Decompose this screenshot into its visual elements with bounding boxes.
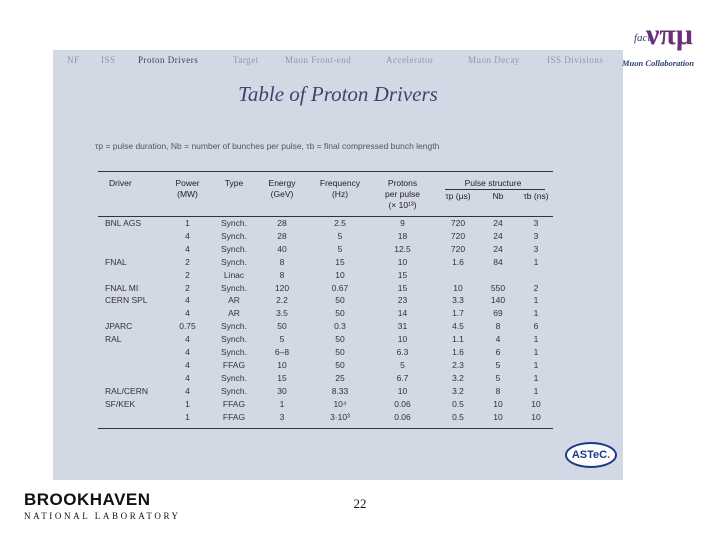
cell-type: FFAG: [222, 359, 246, 370]
header-power: Power (MW): [175, 178, 200, 199]
cell-driver: SF/KEK: [105, 398, 136, 409]
cell-energy: 120: [274, 282, 290, 293]
cell-power: 1: [185, 218, 190, 228]
cell-protons: 9: [400, 218, 405, 228]
collaboration-label: Muon Collaboration: [622, 58, 695, 68]
cell-power: 4: [185, 372, 190, 383]
cell-energy: 8: [279, 269, 285, 280]
cell-tau-b: 2: [533, 282, 539, 293]
cell-power: 4: [185, 347, 190, 357]
cell-protons: 10: [397, 256, 408, 267]
cell-nb: 8: [495, 385, 501, 396]
cell-tau-p: 1.6: [452, 347, 464, 357]
pulse-structure-rule: [445, 189, 545, 190]
cell-nb: 24: [493, 230, 503, 241]
cell-tau-p: 720: [450, 243, 466, 254]
cell-energy: 40: [277, 243, 287, 254]
cell-type: Linac: [223, 269, 245, 280]
nav-item-muon-front-end[interactable]: Muon Front-end: [285, 55, 352, 65]
cell-tau-b: 1: [533, 347, 539, 357]
header-bottom-rule: [98, 216, 553, 217]
cell-nb: 10: [493, 411, 503, 422]
cell-protons: 6.7: [396, 372, 409, 383]
muon-collaboration-logo: [622, 18, 712, 76]
cell-tau-p: 10: [453, 282, 463, 293]
header-pulse-structure: Pulse structure: [464, 178, 522, 188]
cell-protons: 10: [397, 385, 408, 396]
cell-protons: 10: [397, 334, 408, 345]
nav-item-iss[interactable]: ISS: [101, 55, 116, 65]
cell-protons: 23: [397, 295, 408, 306]
cell-energy: 3.5: [276, 308, 288, 319]
fact-label: fact: [634, 32, 651, 44]
table-legend: τp = pulse duration, Nb = number of bunches per pulse, τb = final compressed bunch length: [95, 141, 440, 151]
cell-power: 4: [185, 385, 190, 396]
cell-type: Synch.: [221, 282, 247, 293]
cell-tau-p: 3.2: [452, 372, 464, 383]
cell-energy: 8: [279, 256, 285, 267]
header-n-b: Nb: [492, 191, 504, 201]
cell-tau-p: 0.5: [452, 398, 464, 409]
cell-energy: 3: [279, 411, 285, 422]
cell-power: 4: [185, 359, 190, 370]
cell-protons: 0.06: [394, 398, 411, 409]
cell-tau-b: 6: [533, 321, 539, 332]
cell-tau-p: 1.7: [452, 308, 464, 319]
cell-nb: 69: [493, 308, 503, 319]
cell-energy: 2.2: [276, 295, 288, 306]
cell-protons: 12.5: [394, 243, 411, 254]
cell-protons: 15: [397, 282, 408, 293]
cell-tau-p: 720: [450, 230, 466, 241]
cell-driver: FNAL: [105, 256, 127, 267]
cell-freq: 25: [335, 372, 345, 383]
cell-freq: 50: [335, 334, 345, 345]
cell-nb: 10: [493, 398, 503, 409]
cell-tau-p: 720: [450, 218, 466, 228]
cell-tau-b: 1: [533, 308, 539, 319]
cell-tau-p: 2.3: [452, 359, 464, 370]
cell-type: FFAG: [222, 398, 246, 409]
cell-power: 4: [185, 308, 190, 319]
cell-driver: RAL/CERN: [105, 385, 148, 396]
header-type: Type: [224, 178, 244, 188]
cell-type: Synch.: [221, 218, 247, 228]
cell-power: 1: [185, 398, 190, 409]
cell-energy: 6–8: [274, 347, 290, 357]
slide-panel: [53, 50, 623, 480]
page-number: 22: [353, 496, 367, 511]
header-tau-p: τp (μs): [445, 191, 471, 201]
cell-freq: 5: [337, 243, 343, 254]
cell-tau-b: 1: [533, 359, 539, 370]
cell-nb: 84: [493, 256, 503, 267]
cell-nb: 24: [493, 218, 503, 228]
header-frequency: Frequency (Hz): [319, 178, 361, 199]
cell-freq: 50: [335, 359, 345, 370]
cell-type: Synch.: [221, 334, 247, 345]
cell-energy: 28: [277, 218, 287, 228]
cell-energy: 10: [277, 359, 287, 370]
cell-freq: 15: [335, 256, 345, 267]
table-top-rule: [98, 171, 553, 172]
cell-type: Synch.: [221, 321, 247, 332]
nav-item-target[interactable]: Target: [233, 55, 259, 65]
nav-item-muon-decay[interactable]: Muon Decay: [468, 55, 520, 65]
cell-tau-b: 10: [531, 398, 541, 409]
cell-tau-b: 3: [533, 218, 539, 228]
cell-type: AR: [228, 295, 240, 306]
cell-power: 4: [185, 230, 190, 241]
cell-freq: 50: [335, 347, 345, 357]
cell-driver: JPARC: [105, 321, 133, 332]
cell-nb: 4: [495, 334, 501, 345]
cell-tau-b: 3: [533, 243, 539, 254]
cell-tau-b: 1: [533, 385, 539, 396]
cell-tau-p: 3.2: [452, 385, 464, 396]
cell-nb: 5: [495, 372, 501, 383]
cell-freq: 3·10³: [330, 411, 350, 422]
cell-type: Synch.: [221, 243, 247, 254]
cell-type: AR: [228, 308, 240, 319]
cell-freq: 50: [335, 308, 345, 319]
cell-tau-b: 3: [533, 230, 539, 241]
slide-title: Table of Proton Drivers: [238, 82, 438, 106]
cell-type: Synch.: [221, 372, 247, 383]
cell-tau-p: 1.1: [452, 334, 464, 345]
cell-power: 4: [185, 334, 190, 345]
header-tau-b: τb (ns): [523, 191, 549, 201]
cell-protons: 5: [400, 359, 405, 370]
cell-freq: 0.3: [334, 321, 346, 332]
header-protons: Protons per pulse (× 10¹³): [385, 178, 420, 210]
cell-tau-p: 3.3: [452, 295, 464, 306]
cell-nb: 5: [495, 359, 501, 370]
cell-protons: 31: [397, 321, 408, 332]
cell-power: 2: [185, 256, 190, 267]
cell-type: Synch.: [221, 385, 247, 396]
astec-logo: ASTeC.: [565, 442, 617, 468]
header-energy: Energy (GeV): [268, 178, 296, 199]
cell-power: 2: [185, 269, 190, 280]
cell-protons: 0.06: [394, 411, 411, 422]
cell-tau-b: 1: [533, 256, 539, 267]
nu-pi-mu-symbol: νπμ: [646, 18, 693, 51]
cell-tau-b: 1: [533, 295, 539, 306]
cell-tau-b: 10: [531, 411, 541, 422]
cell-nb: 8: [495, 321, 501, 332]
header-driver: Driver: [109, 178, 132, 188]
cell-driver: BNL AGS: [105, 218, 142, 228]
cell-type: Synch.: [221, 256, 247, 267]
cell-driver: FNAL MI: [105, 282, 139, 293]
cell-tau-p: 1.6: [452, 256, 464, 267]
cell-energy: 30: [277, 385, 287, 396]
cell-type: FFAG: [222, 411, 246, 422]
cell-nb: 6: [495, 347, 501, 357]
cell-type: Synch.: [221, 347, 247, 357]
top-navigation: [53, 55, 623, 69]
cell-driver: RAL: [105, 334, 122, 345]
nav-item-iss-divisions[interactable]: ISS Divisions: [547, 55, 604, 65]
cell-power: 1: [185, 411, 190, 422]
cell-power: 0.75: [179, 321, 196, 332]
nav-item-nf[interactable]: NF: [67, 55, 80, 65]
cell-freq: 10: [335, 269, 345, 280]
cell-freq: 2.5: [334, 218, 346, 228]
cell-tau-b: 1: [533, 334, 539, 345]
cell-protons: 6.3: [396, 347, 409, 357]
cell-protons: 15: [397, 269, 408, 280]
cell-energy: 50: [277, 321, 287, 332]
cell-nb: 140: [490, 295, 506, 306]
nav-item-accelerator[interactable]: Accelerator: [386, 55, 434, 65]
cell-freq: 8.33: [331, 385, 349, 396]
cell-freq: 50: [335, 295, 345, 306]
cell-power: 4: [185, 295, 190, 306]
cell-nb: 550: [490, 282, 506, 293]
table-bottom-rule: [98, 428, 553, 429]
cell-energy: 28: [277, 230, 287, 241]
cell-energy: 1: [279, 398, 285, 409]
cell-power: 2: [185, 282, 190, 293]
cell-energy: 5: [279, 334, 285, 345]
cell-freq: 5: [337, 230, 343, 241]
brookhaven-logo: BROOKHAVEN NATIONAL LABORATORY: [24, 490, 181, 521]
cell-type: Synch.: [221, 230, 247, 241]
cell-energy: 15: [277, 372, 287, 383]
cell-tau-b: 1: [533, 372, 539, 383]
cell-nb: 24: [493, 243, 503, 254]
cell-protons: 18: [397, 230, 408, 241]
cell-freq: 10⁴: [333, 398, 347, 409]
cell-tau-p: 4.5: [452, 321, 464, 332]
cell-power: 4: [185, 243, 190, 254]
cell-freq: 0.67: [331, 282, 349, 293]
cell-protons: 14: [397, 308, 408, 319]
cell-tau-p: 0.5: [452, 411, 464, 422]
nav-item-proton-drivers[interactable]: Proton Drivers: [138, 55, 199, 65]
cell-driver: CERN SPL: [105, 295, 148, 306]
